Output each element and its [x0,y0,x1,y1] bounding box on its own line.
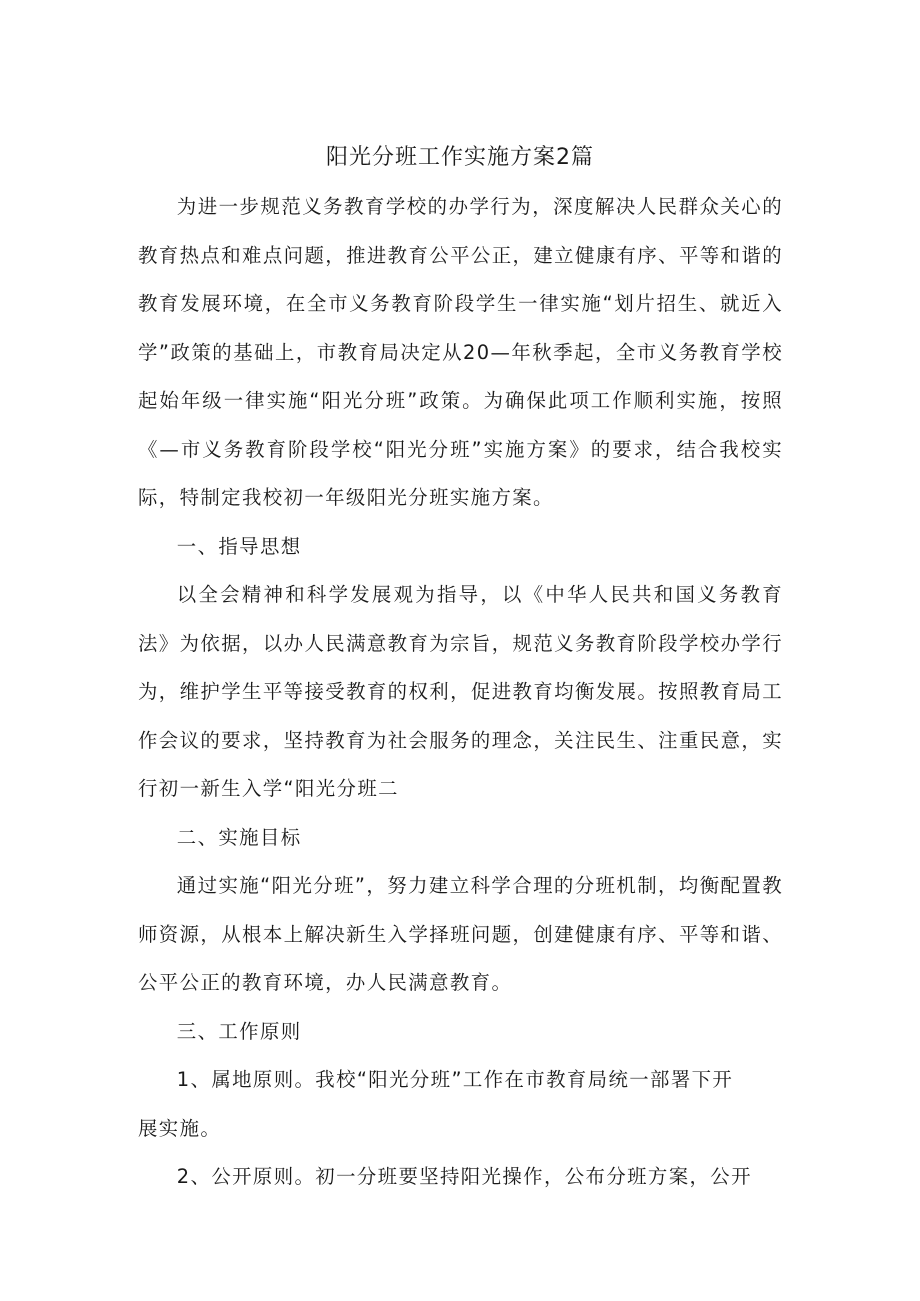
section-heading-guiding-thought: 一、指导思想 [176,534,302,558]
principle-1-line-1: 1、属地原则。我校“阳光分班”工作在市教育局统一部署下开 [176,1068,734,1091]
intro-paragraph: 为进一步规范义务教育学校的办学行为，深度解决人民群众关心的教育热点和难点问题，推进教育公平公正，建立健康有序、平等和谐的教育发展环境，在全市义务教育阶段学生一律实施“划片招生、就近入学”政策的基础上，市教育局决定从20—年秋季起，全市义务教育学校起始年级一律实施“阳光分班”政策。为确保此项工作顺利实施，按照《—市义务教育阶段学校“阳光分班”实施方案》的要求，结合我校实际，特制定我校初一年级阳光分班实施方案。 [138,195,783,509]
document-body [138,183,783,1202]
principle-1-line-2: 展实施。 [138,1116,222,1140]
goals-paragraph: 通过实施“阳光分班”，努力建立科学合理的分班机制，均衡配置教师资源，从根本上解决新生入学择班问题，创建健康有序、平等和谐、公平公正的教育环境，办人民满意教育。 [138,874,783,994]
document-title: 阳光分班工作实施方案2篇 [326,145,594,170]
guiding-thought-paragraph: 以全会精神和科学发展观为指导，以《中华人民共和国义务教育法》为依据，以办人民满意教育为宗旨，规范义务教育阶段学校办学行为，维护学生平等接受教育的权利，促进教育均衡发展。按照教育局工作会议的要求，坚持教育为社会服务的理念，关注民生、注重民意，实行初一新生入学“阳光分班二 [138,583,783,800]
section-heading-goals: 二、实施目标 [176,825,302,849]
principle-2-line-1: 2、公开原则。初一分班要坚持阳光操作，公布分班方案，公开 [176,1165,752,1188]
section-heading-principles: 三、工作原则 [176,1019,302,1043]
